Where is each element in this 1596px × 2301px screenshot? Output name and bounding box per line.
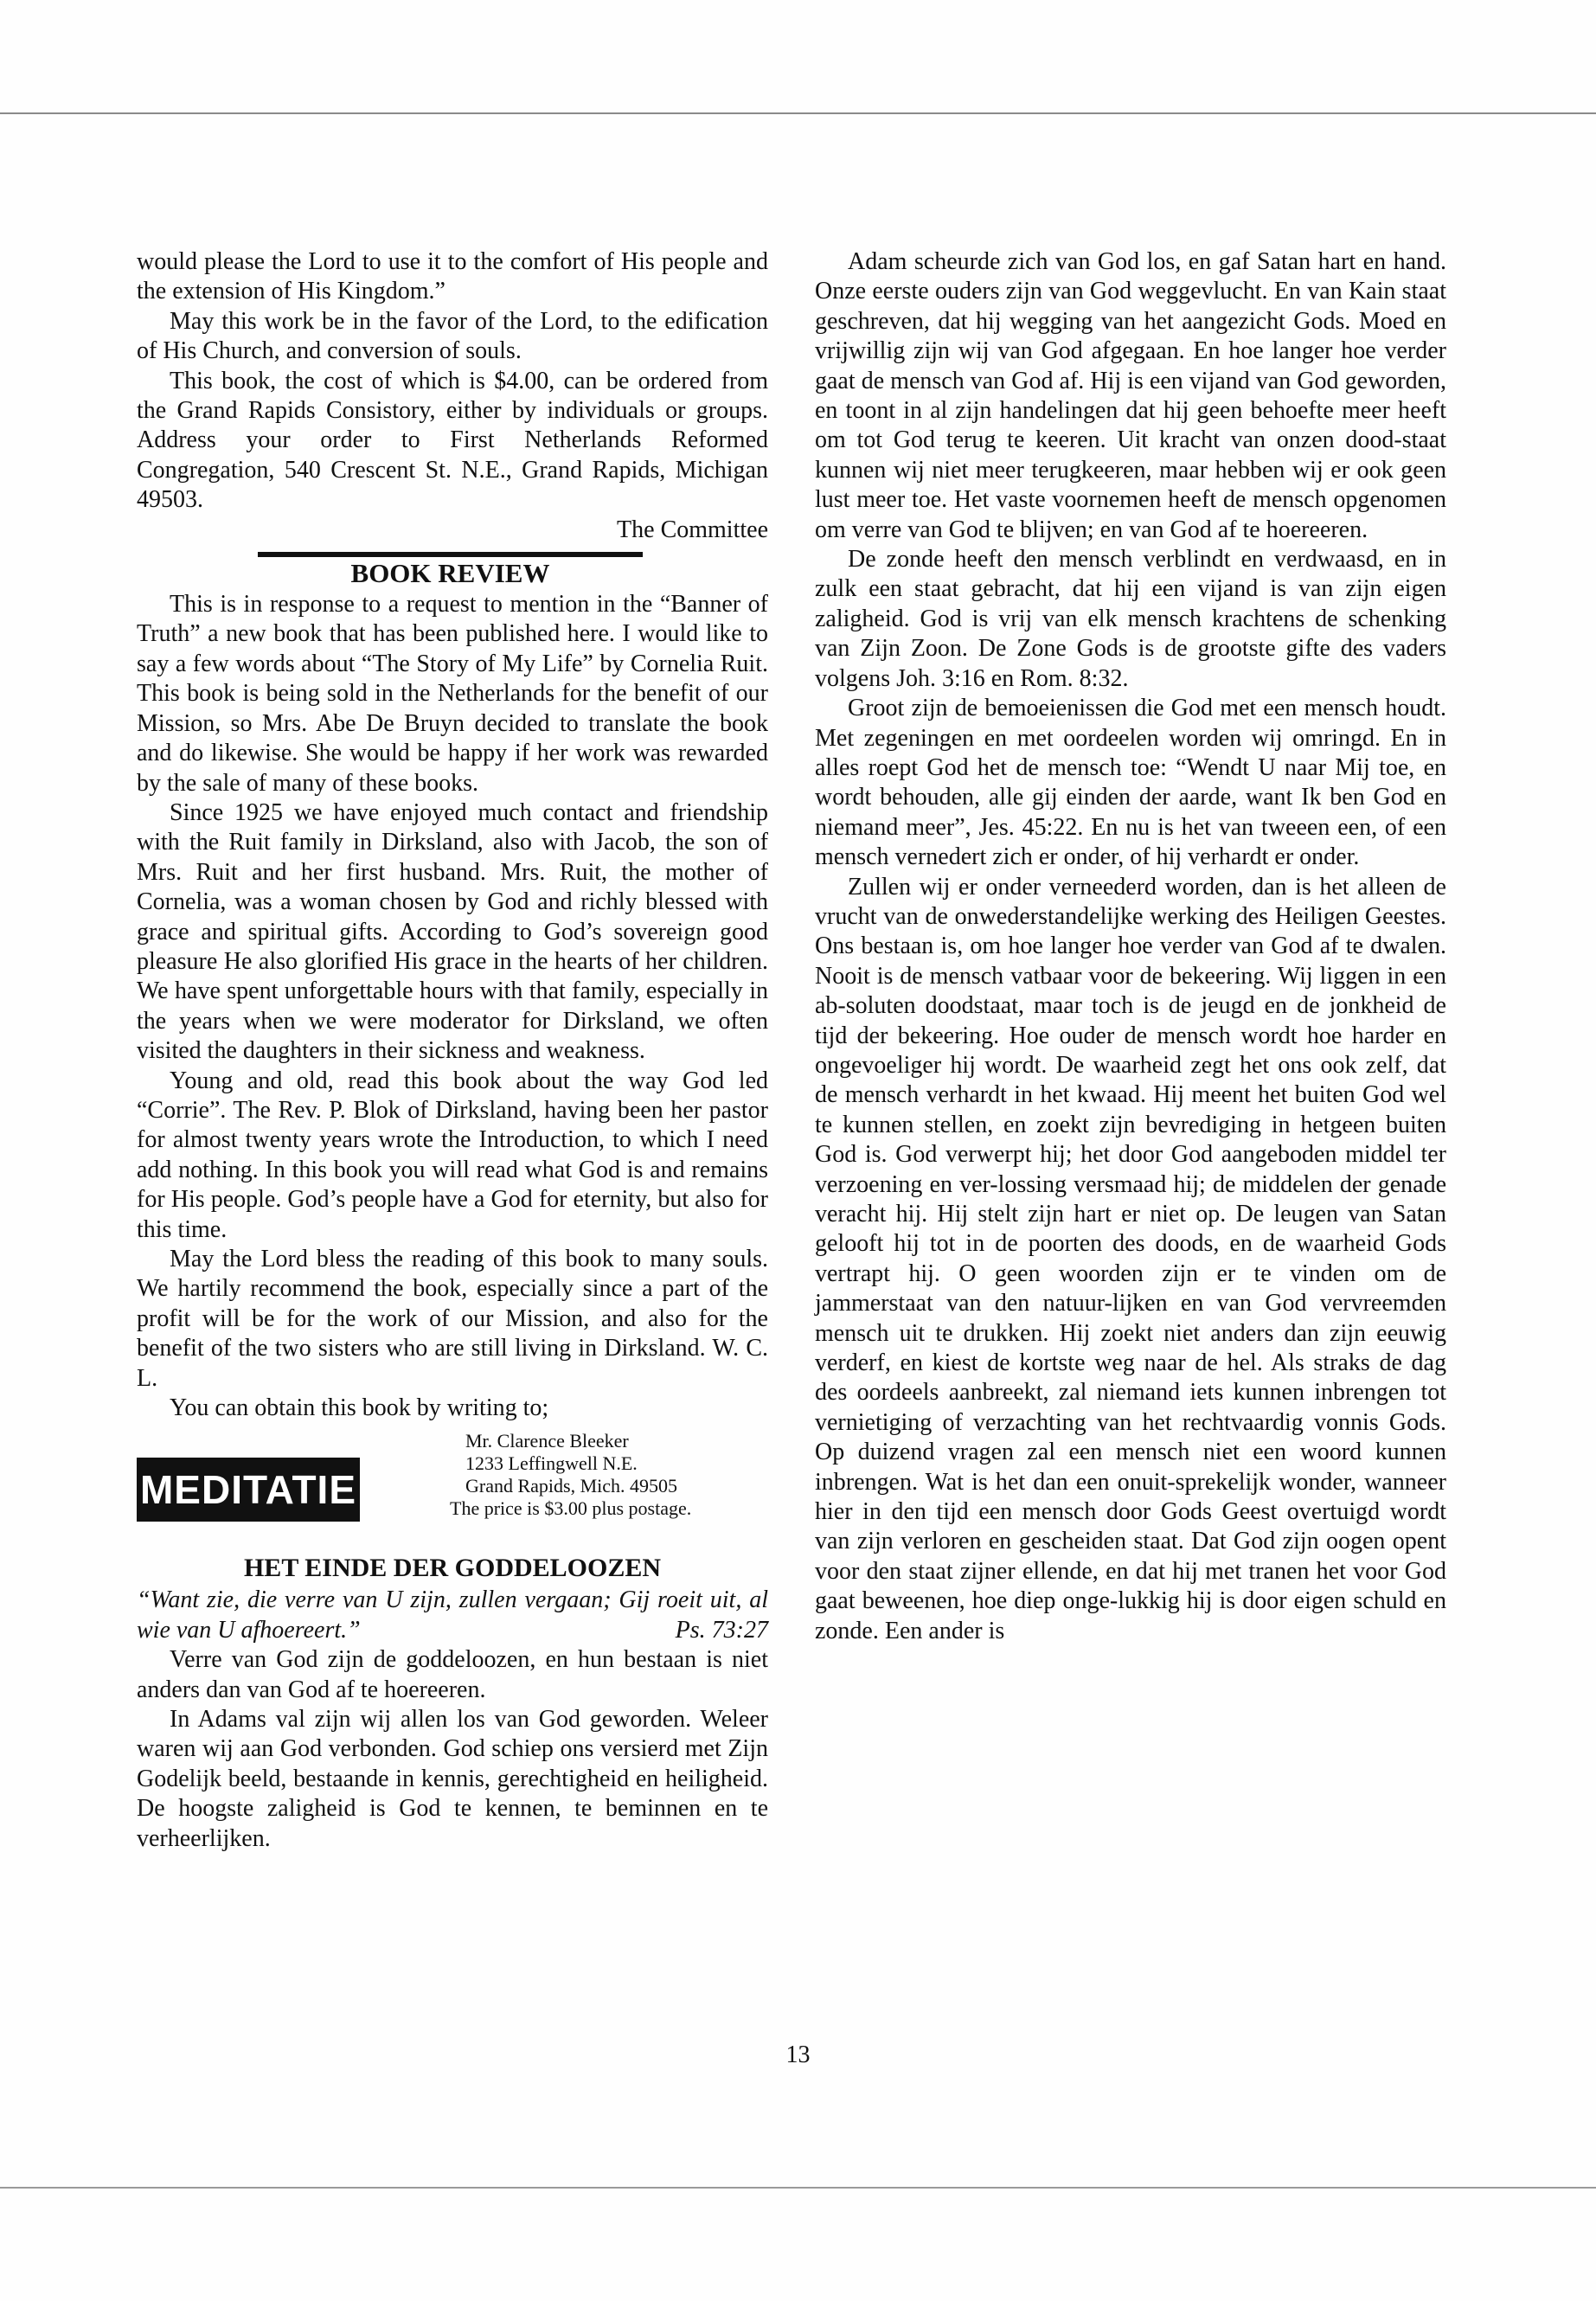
meditatie-badge: MEDITATIE — [137, 1458, 360, 1522]
left-column — [137, 247, 768, 1854]
verse-text: “Want zie, die verre van U zijn, zullen vergaan; Gij roeit uit, al wie van U afhoereert.” — [137, 1586, 768, 1644]
paragraph: De zonde heeft den mensch verblindt en verdwaasd, en in zulk een staat gebracht, dat hij een vijand is van zijn eigen zaligheid. God is vrij van elk mensch krachtens de schenking van Zijn Zoon. De Zone Gods is de grootste gifte des vaders volgens Joh. 3:16 en Rom. 8:32. — [815, 546, 1446, 692]
book-review-heading: BOOK REVIEW — [258, 552, 643, 590]
paragraph: would please the Lord to use it to the comfort of His people and the extension of His Kingdom.” — [137, 248, 768, 305]
paragraph: This is in response to a request to mention in the “Banner of Truth” a new book that has been published here. I would like to say a few words about “The Story of My Life” by Cornelia Ruit. This book is being sold in the Netherlands for the benefit of our Mission, so Mrs. Abe De Bruyn decided to translate the book and do likewise. She would be happy if her work was rewarded by the sale of many of these books. — [137, 591, 768, 797]
paragraph: Groot zijn de bemoeienissen die God met een mensch houdt. Met zegeningen en met oordeelen worden wij omringd. En in alles roept God het de mensch toe: “Wendt U naar Mij toe, en wordt behouden, alle gij einden der aarde, want Ik ben God en niemand meer”, Jes. 45:22. En nu is het van tweeen een, of een mensch vernedert zich er onder, of hij verhardt er onder. — [815, 695, 1446, 871]
order-address — [450, 1430, 768, 1520]
page-number: 13 — [785, 2041, 811, 2068]
paragraph: Since 1925 we have enjoyed much contact and friendship with the Ruit family in Dirksland, also with Jacob, the son of Mrs. Ruit and her first husband. Mrs. Ruit, the mother of Cornelia, was a woman chosen by God and richly blessed with grace and spiritual gifts. According to God’s sovereign good pleasure He also glorified His grace in the hearts of her children. We have spent unforgettable hours with that family, especially in the years when we were moderator for Dirksland, we often visited the daughters in their sickness and weakness. — [137, 798, 768, 1065]
meditation-title: HET EINDE DER GODDELOOZEN — [243, 1554, 662, 1583]
meditatie-header-block — [137, 1430, 768, 1548]
paragraph: Adam scheurde zich van God los, en gaf Satan hart en hand. Onze eerste ouders zijn van God weggevlucht. En van Kain staat geschreven, dat hij wegging van het aangezicht Gods. Moed en vrijwillig zijn wij van God afgegaan. En hoe langer hoe verder gaat de mensch van God af. Hij is een vijand van God geworden, en toont in al zijn handelingen dat hij geen behoefte meer heeft om tot God terug te keeren. Uit kracht van onzen dood-staat kunnen wij niet meer terugkeeren, maar hebben wij er ook geen lust meer toe. Het vaste voornemen heeft de mensch opgenomen om verre van God te blijven; en van God af te hoereeren. — [815, 248, 1446, 543]
paragraph: This book, the cost of which is $4.00, can be ordered from the Grand Rapids Consistory, either by individuals or groups. Address your order to First Netherlands Reformed Congregation, 540 Crescent St. N.E., Grand Rapids, Michigan 49503. — [137, 367, 768, 514]
top-border-line — [0, 112, 1596, 114]
paragraph: May this work be in the favor of the Lord, to the edification of His Church, and conversion of souls. — [137, 307, 768, 365]
scripture-verse — [137, 1586, 768, 1645]
paragraph: In Adams val zijn wij allen los van God geworden. Weleer waren wij aan God verbonden. God schiep ons versierd met Zijn Godelijk beeld, bestaande in kennis, gerechtigheid en heiligheid. De hoogste zaligheid is God te kennen, te beminnen en te verheerlijken. — [137, 1706, 768, 1852]
address-name: Mr. Clarence Bleeker — [465, 1430, 629, 1452]
book-price: The price is $3.00 plus postage. — [450, 1497, 692, 1520]
verse-reference: Ps. 73:27 — [675, 1616, 768, 1644]
right-column — [815, 247, 1446, 1646]
bottom-border-line — [0, 2187, 1596, 2189]
address-city: Grand Rapids, Mich. 49505 — [465, 1475, 678, 1497]
paragraph: Verre van God zijn de goddeloozen, en hun bestaan is niet anders dan van God af te hoereeren. — [137, 1646, 768, 1703]
committee-signature: The Committee — [617, 516, 768, 543]
paragraph: May the Lord bless the reading of this book to many souls. We hartily recommend the book, especially since a part of the profit will be for the work of our Mission, and also for the benefit of the two sisters who are still living in Dirksland. W. C. L. — [137, 1246, 768, 1392]
address-street: 1233 Leffingwell N.E. — [465, 1452, 638, 1475]
paragraph: Zullen wij er onder verneederd worden, dan is het alleen de vrucht van de onwederstandelijke werking des Heiligen Geestes. Ons bestaan is, om hoe langer hoe verder van God af te dwalen. Nooit is de mensch vatbaar voor de bekeering. Wij liggen in een ab-soluten doodstaat, maar toch is de jeugd en de jonkheid de tijd der bekeering. Hoe ouder de mensch wordt hoe harder en ongevoeliger hij wordt. De waarheid zegt het ons ook zelf, dat de mensch verhardt in het kwaad. Hij meent het buiten God wel te kunnen stellen, en zoekt zijn bevrediging in hetgeen buiten God is. God verwerpt hij; het door God aangeboden middel ter verzoening en ver-lossing versmaad hij; de middelen der genade veracht hij. Hij stelt zijn hart er niet op. De leugen van Satan gelooft hij tot in de poorten des doods, en de waarheid Gods vertrapt hij. O geen woorden zijn er te vinden om de jammerstaat van den natuur-lijken en van God vervreemden mensch uit te drukken. Hij zoekt niet anders dan zijn eeuwig verderf, en kiest de kortste weg naar de hel. Als straks de dag des oordeels aanbreekt, zal niemand iets kunnen inbrengen tot vernietiging of verzachting van het rechtvaardig vonnis Gods. Op duizend vragen zal een mensch niet een woord kunnen inbrengen. Wat is het dan een onuit-sprekelijk wonder, wanneer hier in den tijd een mensch door Gods Geest overtuigd wordt van zijn verloren en gescheiden staat. Dat God zijn oogen opent voor den staat zijner ellende, en dat hij met tranen het voor God gaat beweenen, hoe diep onge-lukkig hij is door eigen schuld en zonde. Een ander is — [815, 873, 1446, 1644]
paragraph: Young and old, read this book about the way God led “Corrie”. The Rev. P. Blok of Dirksland, having been her pastor for almost twenty years wrote the Introduction, to which I need add nothing. In this book you will read what God is and remains for His people. God’s people have a God for eternity, but also for this time. — [137, 1067, 768, 1243]
paragraph: You can obtain this book by writing to; — [170, 1394, 549, 1422]
